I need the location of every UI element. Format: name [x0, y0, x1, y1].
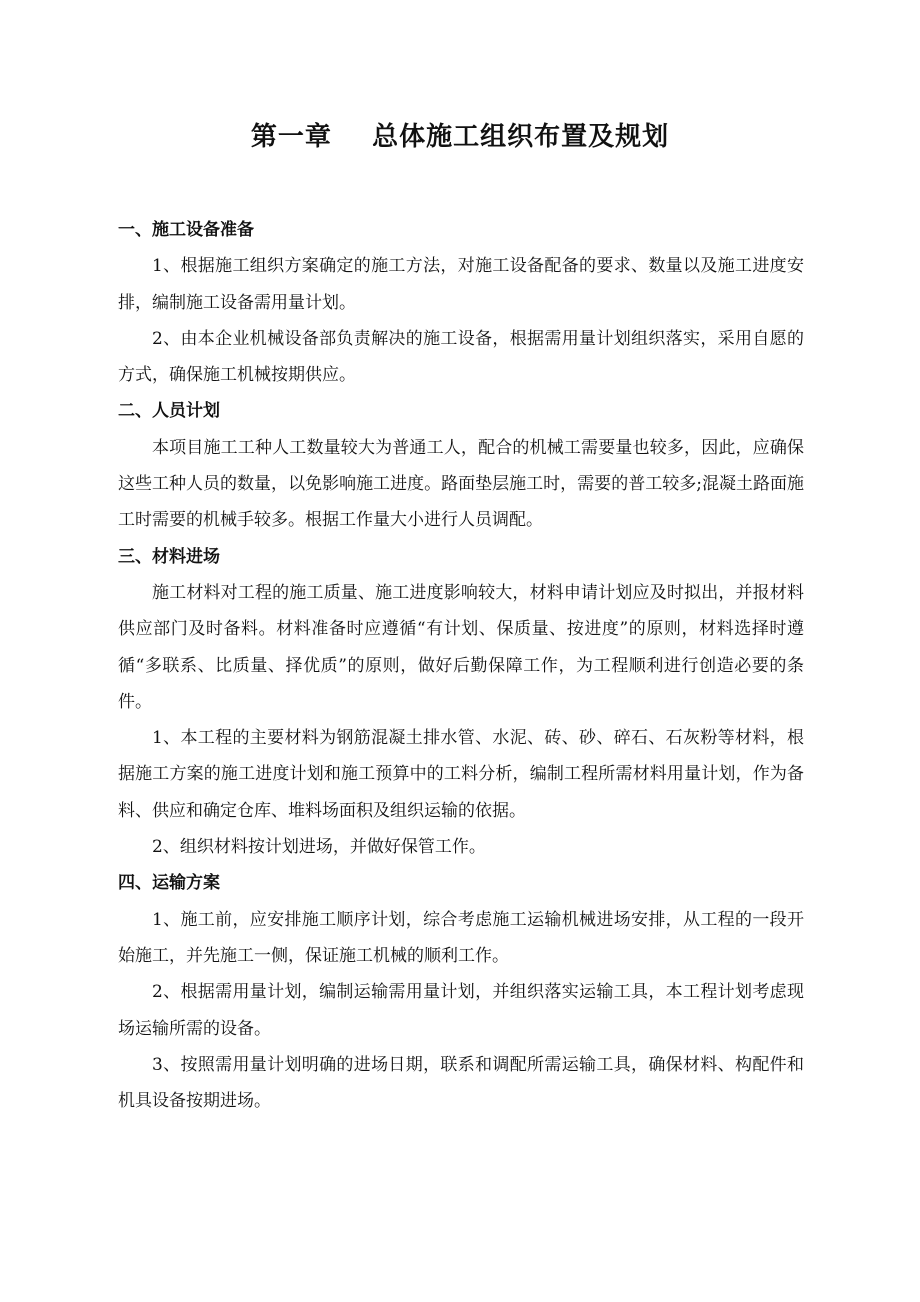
- section-heading: 四、运输方案: [118, 873, 220, 894]
- paragraph: 3、按照需用量计划明确的进场日期，联系和调配所需运输工具，确保材料、构配件和机具设备按期进场。: [118, 1054, 804, 1112]
- page-title: 第一章 总体施工组织布置及规划: [250, 122, 670, 152]
- document-body: [118, 212, 804, 1119]
- section-personnel: [118, 393, 804, 538]
- section-materials: [118, 539, 804, 866]
- section-heading: 三、材料进场: [118, 546, 220, 567]
- paragraph: 2、由本企业机械设备部负责解决的施工设备，根据需用量计划组织落实，采用自愿的方式，确保施工机械按期供应。: [118, 328, 804, 386]
- paragraph: 本项目施工工种人工数量较大为普通工人，配合的机械工需要量也较多，因此，应确保这些工种人员的数量，以免影响施工进度。路面垫层施工时，需要的普工较多;混凝土路面施工时需要的机械手较多。根据工作量大小进行人员调配。: [118, 437, 804, 531]
- paragraph: 施工材料对工程的施工质量、施工进度影响较大，材料申请计划应及时拟出，并报材料供应部门及时备料。材料准备时应遵循“有计划、保质量、按进度”的原则，材料选择时遵循“多联系、比质量、择优质”的原则，做好后勤保障工作，为工程顺利进行创造必要的条件。: [118, 582, 804, 712]
- paragraph: 2、根据需用量计划，编制运输需用量计划，并组织落实运输工具，本工程计划考虑现场运输所需的设备。: [118, 982, 804, 1039]
- paragraph: 1、本工程的主要材料为钢筋混凝土排水管、水泥、砖、砂、碎石、石灰粉等材料，根据施工方案的施工进度计划和施工预算中的工料分析，编制工程所需材料用量计划，作为备料、供应和确定仓库、堆料场面积及组织运输的依据。: [118, 728, 804, 821]
- paragraph: 2、组织材料按计划进场，并做好保管工作。: [152, 837, 486, 858]
- section-heading: 一、施工设备准备: [118, 220, 254, 240]
- section-heading: 二、人员计划: [118, 401, 220, 422]
- paragraph: 1、根据施工组织方案确定的施工方法，对施工设备配备的要求、数量以及施工进度安排，编制施工设备需用量计划。: [118, 256, 804, 313]
- paragraph: 1、施工前，应安排施工顺序计划，综合考虑施工运输机械进场安排，从工程的一段开始施工，并先施工一侧，保证施工机械的顺利工作。: [118, 909, 804, 966]
- section-equipment: [118, 212, 804, 393]
- section-transport: [118, 865, 804, 1119]
